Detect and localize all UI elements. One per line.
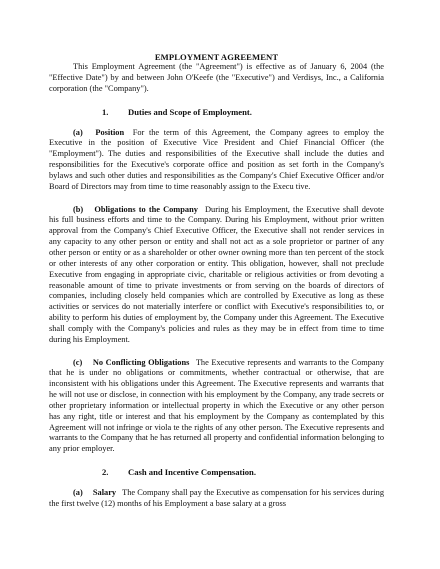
- clause-1a: [49, 128, 384, 193]
- clause-1a-label: (a): [73, 127, 83, 137]
- clause-1c-text: The Executive represents and warrants to the Company that he is under no obligations or commitments, whether contractual or otherwise, that are inconsistent with his obligations under this Agreement. The Executive represents and warrants that he will not use or disclose, in connection with his employment by the Company, any trade secrets or other proprietary information or intellectual property in which the Executive or any other person has any right, title or interest and that his employment by the Company as contemplated by this Agreement will not infringe or viola te the rights of any other person. The Executive represents and warrants to the Company that he has returned all property and confidential information belonging to any prior employer.: [49, 357, 384, 454]
- clause-2a-text: The Company shall pay the Executive as compensation for his services during the first twelve (12) months of his Employment a base salary at a gross: [49, 488, 384, 508]
- clause-2a-label: (a): [73, 488, 83, 498]
- section-1-title: Duties and Scope of Employment.: [128, 106, 252, 117]
- section-1-heading: [49, 107, 384, 117]
- clause-1b-text: During his Employment, the Executive shall devote his full business efforts and time to the Company. During his Employment, without prior written approval from the Company's Chief Executive Officer, the Executive shall not render services in any capacity to any other person or entity and shall not act as a sole proprietor or partner of any other person or entity or as a shareholder or other owner owning more than ten percent of the stock or other interests of any other corporation or entity. This obligation, however, shall not preclude Executive from engaging in appropriate civic, charitable or religious activities or from devoting a reasonable amount of time to private investments or from serving on the boards of directors of companies, including closely held companies which are controlled by Executive as long as these activities or services do not materially interfere or conflict with Executive's responsibilities to, or ability to perform his duties of employment by, the Company under this Agreement. The Executive shall comply with the Company's policies and rules as they may be in effect from time to time during his Employment.: [49, 204, 384, 344]
- clause-1b-label: (b): [73, 204, 84, 214]
- section-2-number: 2.: [102, 467, 109, 478]
- clause-1c: [49, 358, 384, 456]
- clause-2a: [49, 488, 384, 510]
- section-2-title: Cash and Incentive Compensation.: [128, 467, 256, 478]
- section-2-heading: [49, 467, 384, 477]
- intro-paragraph: This Employment Agreement (the "Agreement") is effective as of January 6, 2004 (the "Effective Date") by and between John O'Keefe (the "Executive") and Verdisys, Inc., a California corporation (the "Company").: [49, 62, 384, 93]
- clause-1c-title: No Conflicting Obligations: [92, 357, 190, 367]
- clause-1a-title: Position: [95, 127, 125, 137]
- section-1-number: 1.: [102, 106, 109, 117]
- clause-1b: [49, 205, 384, 346]
- clause-1b-title: Obligations to the Company: [94, 204, 198, 214]
- clause-2a-title: Salary: [92, 488, 117, 498]
- clause-1c-label: (c): [73, 357, 83, 367]
- document-title: EMPLOYMENT AGREEMENT: [154, 52, 279, 62]
- clause-1a-text: For the term of this Agreement, the Company agrees to employ the Executive in the position of Executive Vice President and Chief Financial Officer (the "Employment"). The duties and responsibilities of the Executive shall include the duties and responsibilities for the Executive's corporate office and position as set forth in the Company's bylaws and such other duties and responsibilities as the Company's Chief Executive Officer and/or Board of Directors may from time to time reasonably assign to the Execu tive.: [49, 127, 384, 191]
